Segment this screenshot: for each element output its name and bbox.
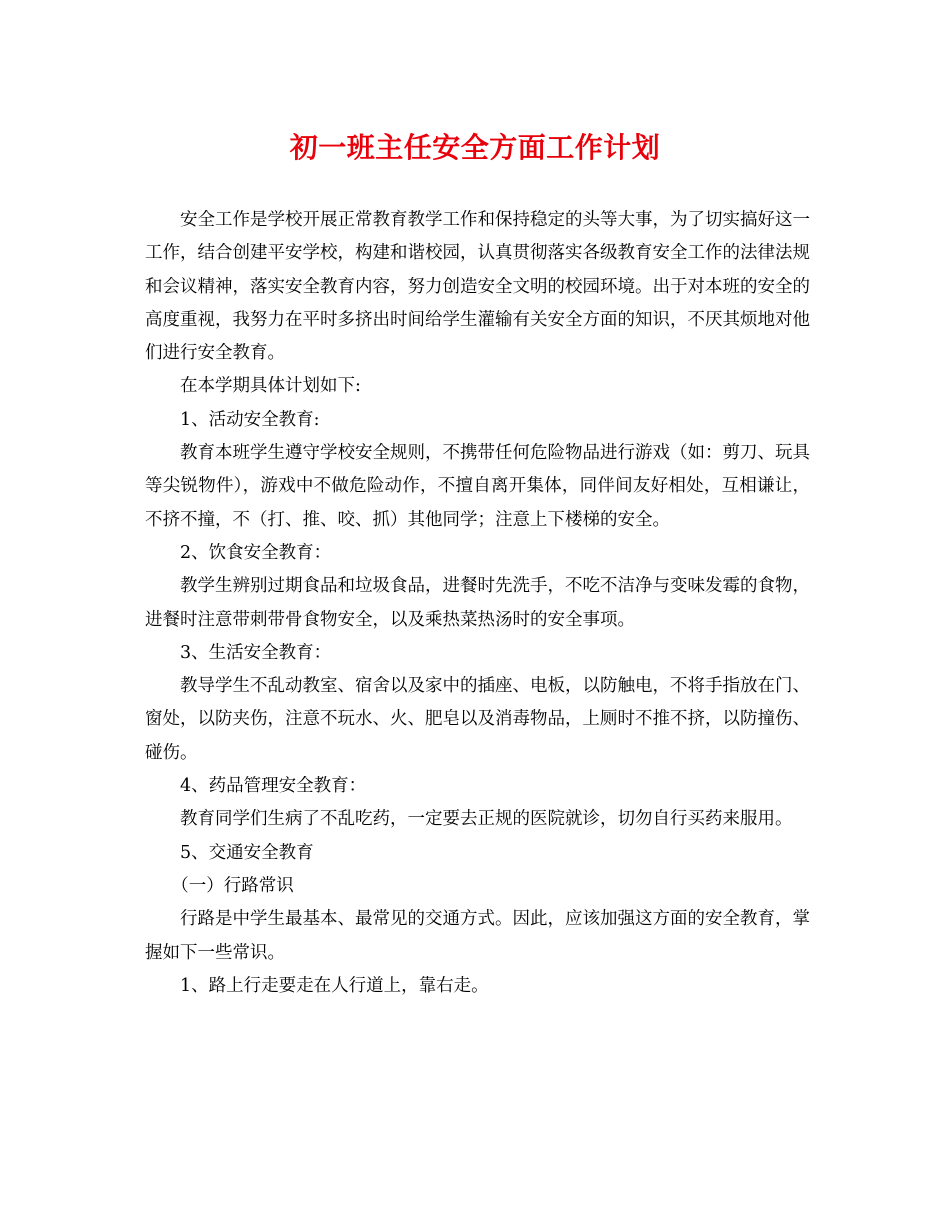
paragraph-food-safety: 教学生辨别过期食品和垃圾食品，进餐时先洗手，不吃不洁净与变味发霉的食物，进餐时注意带刺带骨食物安全，以及乘热菜热汤时的安全事项。 — [145, 576, 810, 630]
document-title: 初一班主任安全方面工作计划 — [289, 131, 661, 164]
list-item-walk-sidewalk: 1、路上行走要走在人行道上，靠右走。 — [180, 975, 489, 996]
paragraph-plan-lead: 在本学期具体计划如下: — [180, 376, 361, 397]
paragraph-medicine-safety: 教育同学们生病了不乱吃药，一定要去正规的医院就诊，切勿自行买药来服用。 — [180, 809, 793, 830]
document-body — [145, 204, 810, 1003]
heading-activity-safety: 1、活动安全教育: — [180, 409, 320, 430]
paragraph-intro: 安全工作是学校开展正常教育教学工作和保持稳定的头等大事，为了切实搞好这一工作，结合创建平安学校，构建和谐校园，认真贯彻落实各级教育安全工作的法律法规和会议精神，落实安全教育内容，努力创造安全文明的校园环境。出于对本班的安全的高度重视，我努力在平时多挤出时间给学生灌输有关安全方面的知识，不厌其烦地对他们进行安全教育。 — [145, 210, 810, 364]
paragraph-walking-knowledge: 行路是中学生最基本、最常见的交通方式。因此，应该加强这方面的安全教育，掌握如下一些常识。 — [145, 909, 810, 963]
heading-life-safety: 3、生活安全教育： — [180, 642, 332, 663]
heading-medicine-safety: 4、药品管理安全教育： — [180, 776, 367, 797]
paragraph-life-safety: 教导学生不乱动教室、宿舍以及家中的插座、电板，以防触电，不将手指放在门、窗处，以防夹伤，注意不玩水、火、肥皂以及消毒物品，上厕时不推不挤，以防撞伤、碰伤。 — [145, 676, 810, 763]
heading-traffic-safety: 5、交通安全教育 — [180, 842, 314, 863]
subheading-walking-knowledge: （一）行路常识 — [171, 875, 294, 896]
heading-food-safety: 2、饮食安全教育： — [180, 542, 332, 563]
paragraph-activity-safety: 教育本班学生遵守学校安全规则，不携带任何危险物品进行游戏（如：剪刀、玩具等尖锐物件），游戏中不做危险动作，不擅自离开集体，同伴间友好相处，互相谦让，不挤不撞，不（打、推、咬、抓）其他同学；注意上下楼梯的安全。 — [145, 443, 810, 530]
